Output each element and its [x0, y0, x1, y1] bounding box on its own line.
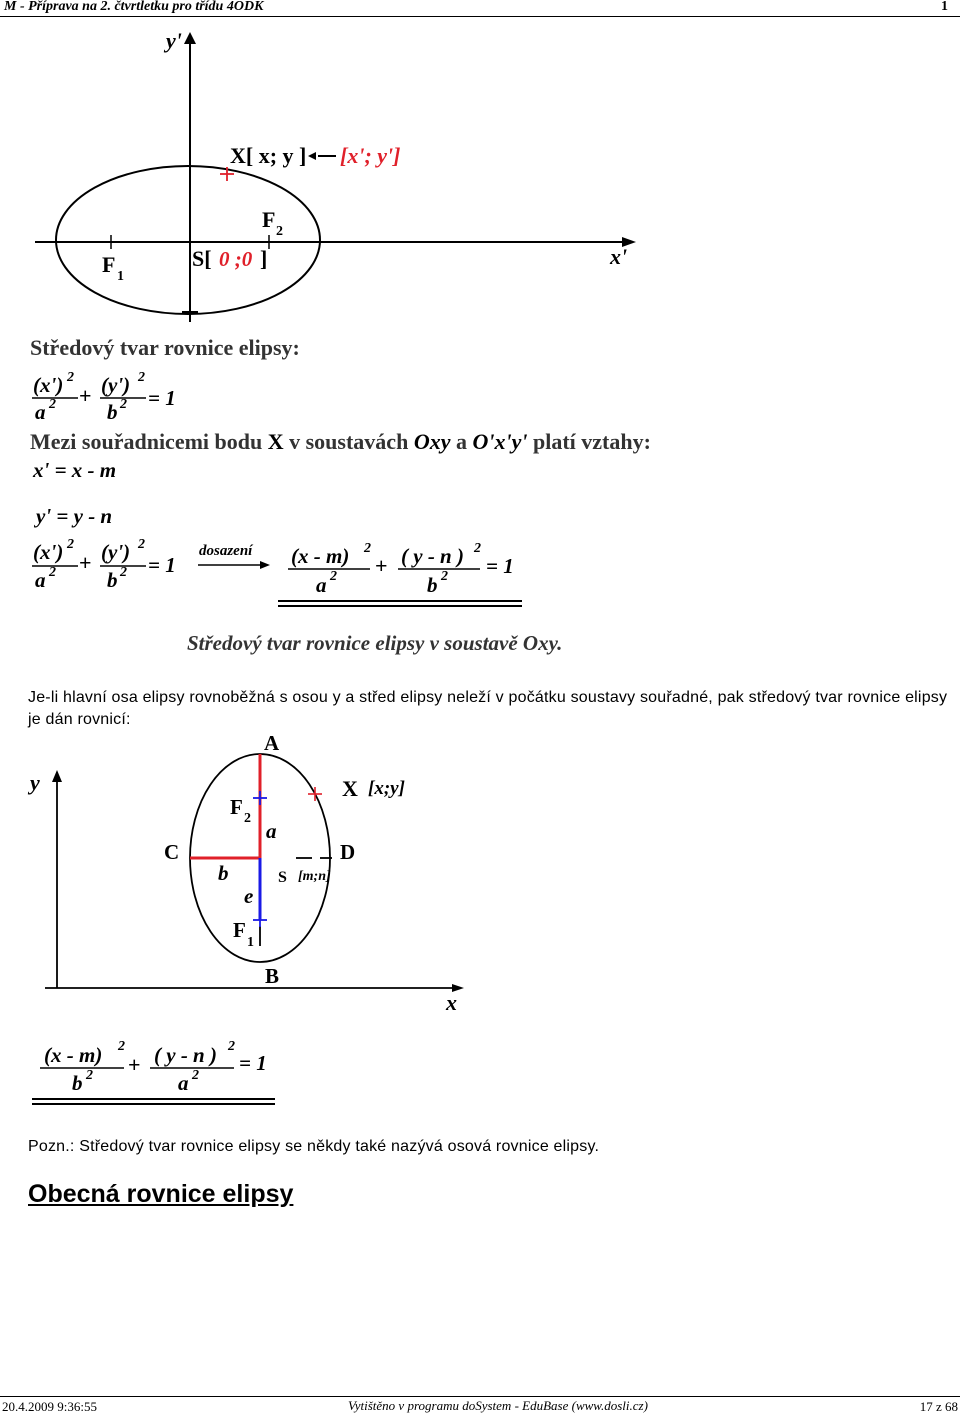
substitution-arrow-icon: [260, 561, 270, 569]
point-x-prime-label: [x'; y']: [340, 143, 401, 168]
note-paragraph: Pozn.: Středový tvar rovnice elipsy se někdy také nazývá osová rovnice elipsy.: [28, 1138, 600, 1155]
equation-substitution-right: [288, 541, 514, 597]
transform-arrow-icon: [308, 152, 316, 160]
equation-x-prime: x' = x - m: [33, 458, 117, 482]
page-footer: [0, 1396, 960, 1416]
figure1-caption: Středový tvar rovnice elipsy v soustavě Oxy.: [187, 631, 563, 655]
svg-text:(x - m): (x - m): [291, 544, 350, 568]
svg-text:(x'): (x'): [33, 373, 64, 397]
svg-text:= 1: = 1: [486, 554, 514, 578]
vertex-a-label: A: [264, 731, 280, 755]
center-coordinates: 0 ;0: [219, 247, 253, 271]
svg-text:a: a: [178, 1071, 189, 1095]
svg-text:2: 2: [67, 537, 74, 552]
x-axis-label: x: [446, 990, 457, 1015]
svg-text:(x'): (x'): [33, 540, 64, 564]
printed-by-text: Vytištěno v programu doSystem - EduBase (www.dosli.cz): [348, 1398, 648, 1413]
svg-text:2: 2: [120, 565, 127, 580]
svg-text:(y'): (y'): [101, 373, 131, 397]
ellipse: [56, 166, 320, 314]
point-x-label: X: [342, 776, 358, 801]
svg-text:2: 2: [120, 397, 127, 412]
y-axis-arrow-icon: [52, 770, 62, 782]
x-prime-axis-label: x': [610, 244, 628, 269]
svg-text:2: 2: [86, 1068, 93, 1083]
svg-text:+: +: [79, 383, 92, 408]
svg-text:= 1: = 1: [148, 386, 176, 410]
equation-double-underline: [32, 1099, 275, 1104]
svg-text:2: 2: [228, 1039, 235, 1054]
page-number: 1: [941, 0, 948, 14]
point-x-coordinates: [x;y]: [368, 778, 405, 799]
section-heading: Obecná rovnice elipsy: [28, 1180, 294, 1208]
focus-1-subscript: 1: [117, 269, 124, 284]
print-timestamp: 20.4.2009 9:36:55: [2, 1399, 97, 1414]
svg-text:2: 2: [192, 1068, 199, 1083]
centered-form-title: Středový tvar rovnice elipsy:: [30, 335, 300, 360]
vertex-d-label: D: [340, 840, 356, 864]
vertex-c-label: C: [164, 840, 180, 864]
svg-text:(x - m): (x - m): [44, 1043, 103, 1067]
y-axis-label: y: [30, 770, 40, 795]
svg-text:2: 2: [138, 537, 145, 552]
y-prime-axis-label: y': [166, 28, 182, 53]
equation-centered-prime: [32, 370, 176, 424]
focus-2-label: F: [262, 207, 276, 232]
center-coordinates: [m;n]: [298, 869, 331, 884]
focus-2-subscript: 2: [244, 811, 251, 826]
semi-minor-label: b: [218, 861, 229, 885]
svg-text:a: a: [35, 400, 46, 424]
svg-text:+: +: [128, 1052, 141, 1077]
svg-text:b: b: [427, 573, 438, 597]
page-counter: 17 z 68: [919, 1399, 958, 1414]
svg-text:2: 2: [138, 370, 145, 385]
result-double-underline: [278, 601, 522, 606]
svg-text:b: b: [107, 400, 118, 424]
focus-1-label: F: [233, 918, 246, 942]
focus-1-label: F: [102, 252, 116, 277]
eccentricity-label: e: [244, 884, 254, 908]
focus-2-subscript: 2: [276, 224, 283, 239]
y-axis-arrow-icon: [184, 32, 196, 44]
point-x-label: X[ x; y ]: [230, 143, 307, 168]
svg-text:2: 2: [49, 565, 56, 580]
svg-text:( y - n ): ( y - n ): [401, 544, 464, 568]
document-title: M - Příprava na 2. čtvrtletku pro třídu 4ODK: [4, 0, 264, 14]
svg-text:2: 2: [330, 569, 337, 584]
svg-text:( y - n ): ( y - n ): [154, 1043, 217, 1067]
equation-vertical-ellipse: [40, 1039, 267, 1095]
equation-substitution-left: [32, 537, 176, 592]
svg-text:+: +: [79, 550, 92, 575]
ellipse-figure-centered: [0, 0, 960, 670]
semi-major-label: a: [266, 819, 277, 843]
relations-sentence: Mezi souřadnicemi bodu X v soustavách Oxy a O'x'y' platí vztahy:: [30, 429, 651, 454]
vertex-b-label: B: [265, 964, 280, 988]
svg-text:2: 2: [67, 370, 74, 385]
svg-text:2: 2: [364, 541, 371, 556]
center-label-close: ]: [260, 246, 268, 271]
center-label: S: [278, 869, 287, 886]
substitution-label: dosazení: [199, 543, 253, 559]
svg-text:a: a: [316, 573, 327, 597]
center-label: S[: [192, 246, 212, 271]
focus-1-subscript: 1: [247, 935, 254, 950]
svg-text:2: 2: [118, 1039, 125, 1054]
point-x-marker: [308, 787, 322, 801]
svg-text:2: 2: [49, 397, 56, 412]
svg-text:= 1: = 1: [239, 1051, 267, 1075]
ellipse-figure-shifted: [0, 730, 960, 1110]
svg-text:2: 2: [474, 541, 481, 556]
svg-text:+: +: [375, 553, 388, 578]
paragraph-vertical-axis: Je-li hlavní osa elipsy rovnoběžná s osou y a střed elipsy neleží v počátku soustavy souřadné, pak středový tvar rovnice elipsy je dán rovnicí:: [28, 689, 948, 728]
svg-text:= 1: = 1: [148, 553, 176, 577]
svg-text:2: 2: [441, 569, 448, 584]
svg-text:b: b: [72, 1071, 83, 1095]
svg-text:a: a: [35, 568, 46, 592]
svg-text:(y'): (y'): [101, 540, 131, 564]
equation-y-prime: y' = y - n: [36, 504, 113, 528]
focus-2-label: F: [230, 795, 243, 819]
svg-text:b: b: [107, 568, 118, 592]
